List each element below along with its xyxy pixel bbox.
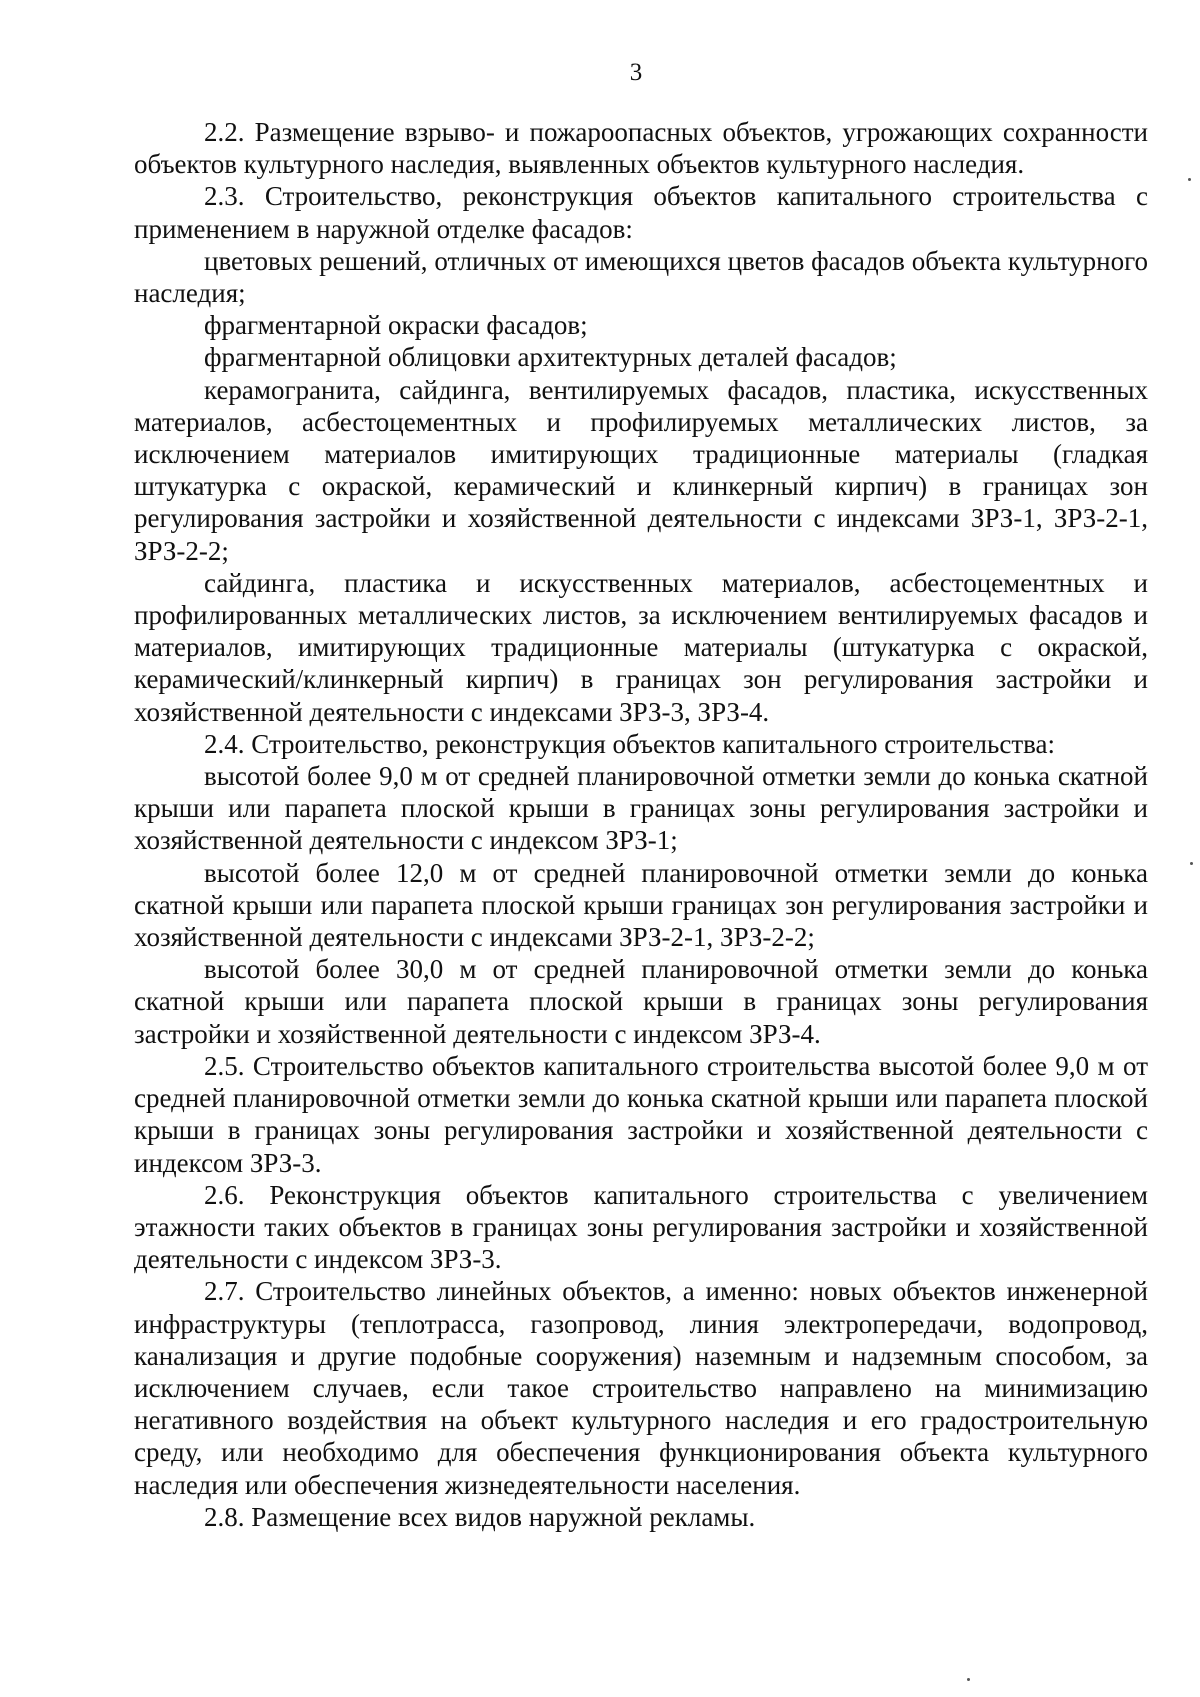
document-body <box>134 116 1148 1533</box>
paragraph-2-4-height-30: высотой более 30,0 м от средней планировочной отметки земли до конька скатной крыши или парапета плоской крыши в границах зоны регулирования застройки и хозяйственной деятельности с индексом ЗРЗ-4. <box>134 954 1148 1049</box>
scan-speck <box>1188 178 1191 181</box>
scan-speck <box>1190 862 1193 865</box>
paragraph-2-3-fragmentary-painting: фрагментарной окраски фасадов; <box>204 310 588 341</box>
paragraph-2-5: 2.5. Строительство объектов капитального строительства высотой более 9,0 м от средней планировочной отметки земли до конька скатной крыши или парапета плоской крыши в границах зоны регулирования застройки и хозяйственной деятельности с индексом ЗРЗ-3. <box>134 1050 1148 1178</box>
paragraph-2-6: 2.6. Реконструкция объектов капитального строительства с увеличением этажности таких объектов в границах зоны регулирования застройки и хозяйственной деятельности с индексом ЗРЗ-3. <box>134 1179 1148 1275</box>
paragraph-2-3-color-solutions: цветовых решений, отличных от имеющихся цветов фасадов объекта культурного наследия; <box>134 245 1148 309</box>
paragraph-2-3-porcelain-siding: керамогранита, сайдинга, вентилируемых фасадов, пластика, искусственных материалов, асбестоцементных и профилируемых металлических листов, за исключением материалов имитирующих традиционные материалы (гладкая штукатурка с окраской, керамический и клинкерный кирпич) в границах зон регулирования застройки и хозяйственной деятельности с индексами ЗРЗ-1, ЗРЗ-2-1, ЗРЗ-2-2; <box>134 374 1148 566</box>
scan-speck <box>967 1678 970 1681</box>
paragraph-2-2: 2.2. Размещение взрыво- и пожароопасных объектов, угрожающих сохранности объектов культурного наследия, выявленных объектов культурного наследия. <box>134 117 1148 180</box>
page-number: 3 <box>629 59 643 86</box>
paragraph-2-8: 2.8. Размещение всех видов наружной рекламы. <box>204 1501 756 1532</box>
paragraph-2-7: 2.7. Строительство линейных объектов, а именно: новых объектов инженерной инфраструктуры (теплотрасса, газопровод, линия электропередачи, водопровод, канализация и другие подобные сооружения) наземным и надземным способом, за исключением случаев, если такое строительство направлено на минимизацию негативного воздействия на объект культурного наследия и его градостроительную среду, или необходимо для обеспечения функционирования объекта культурного наследия или обеспечения жизнедеятельности населения. <box>134 1276 1148 1500</box>
paragraph-2-3-siding-plastic: сайдинга, пластика и искусственных материалов, асбестоцементных и профилированных металлических листов, за исключением вентилируемых фасадов и материалов, имитирующих традиционные материалы (штукатурка с окраской, керамический/клинкерный кирпич) в границах зон регулирования застройки и хозяйственной деятельности с индексами ЗРЗ-3, ЗРЗ-4. <box>134 567 1148 727</box>
paragraph-2-4-height-9: высотой более 9,0 м от средней планировочной отметки земли до конька скатной крыши или парапета плоской крыши в границах зоны регулирования застройки и хозяйственной деятельности с индексом ЗРЗ-1; <box>134 761 1148 856</box>
paragraph-2-4-height-12: высотой более 12,0 м от средней планировочной отметки земли до конька скатной крыши или парапета плоской крыши границах зон регулирования застройки и хозяйственной деятельности с индексами ЗРЗ-2-1, ЗРЗ-2-2; <box>134 857 1148 953</box>
paragraph-2-4: 2.4. Строительство, реконструкция объектов капитального строительства: <box>204 728 1056 759</box>
paragraph-2-3-fragmentary-cladding: фрагментарной облицовки архитектурных деталей фасадов; <box>204 342 897 373</box>
paragraph-2-3: 2.3. Строительство, реконструкция объектов капитального строительства с применением в наружной отделке фасадов: <box>134 181 1148 244</box>
